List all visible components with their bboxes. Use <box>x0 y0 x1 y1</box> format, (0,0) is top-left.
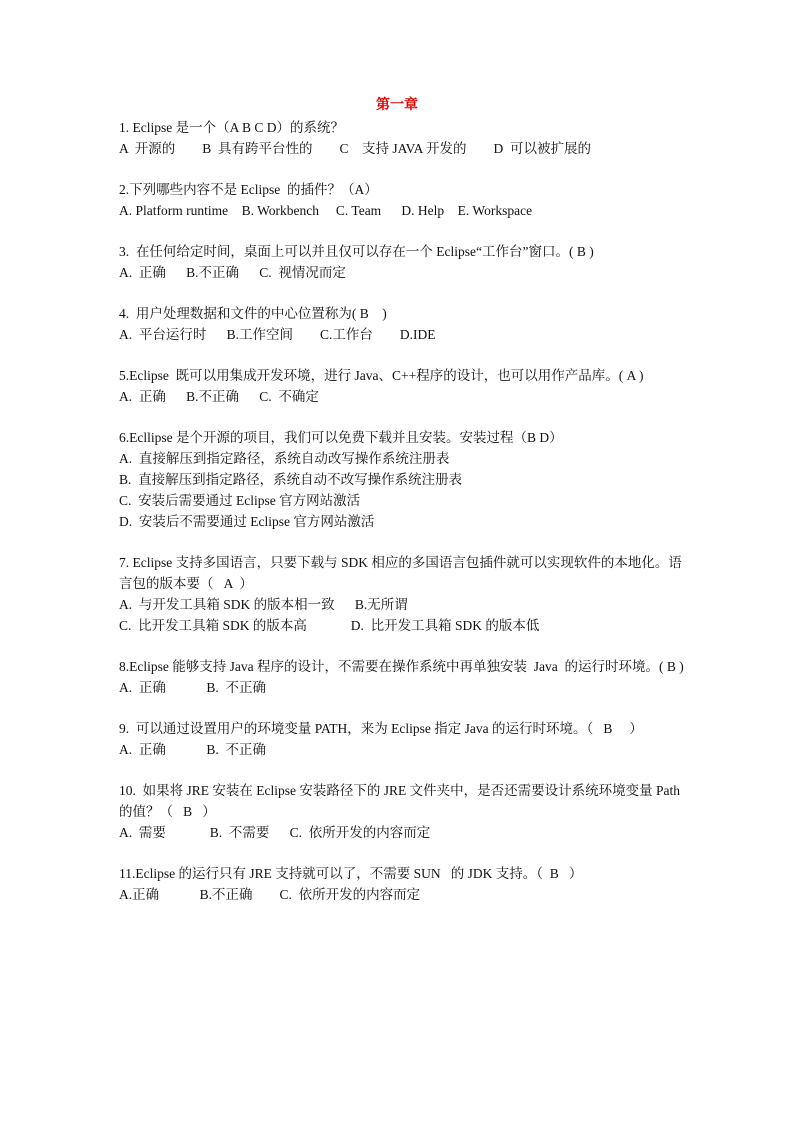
question-stem: 2.下列哪些内容不是 Eclipse 的插件？（A） <box>119 182 378 197</box>
question-stem: 10. 如果将 JRE 安装在 Eclipse 安装路径下的 JRE 文件夹中，是否还需要设计系统环境变量 Path 的值？（ B ） <box>119 783 684 819</box>
question-stem: 6.Ecllipse 是个开源的项目，我们可以免费下载并且安装。安装过程（B D） <box>119 430 563 445</box>
answer-options: A. 正确 B. 不正确 <box>119 680 267 695</box>
question-list <box>119 117 689 925</box>
question-item <box>119 552 689 636</box>
question-stem: 11.Eclipse 的运行只有 JRE 支持就可以了，不需要 SUN 的 JDK 支持。（ B ） <box>119 866 583 881</box>
answer-option: B. 直接解压到指定路径，系统自动不改写操作系统注册表 <box>119 472 463 487</box>
question-stem: 8.Eclipse 能够支持 Java 程序的设计，不需要在操作系统中再单独安装 Java 的运行时环境。( B ) <box>119 659 684 674</box>
question-stem: 3. 在任何给定时间，桌面上可以并且仅可以存在一个 Eclipse“工作台”窗口。( B ) <box>119 244 594 259</box>
question-item <box>119 863 689 905</box>
question-item <box>119 117 689 159</box>
answer-options: A. Platform runtime B. Workbench C. Team D. Help E. Workspace <box>119 203 533 218</box>
question-stem: 7. Eclipse 支持多国语言，只要下载与 SDK 相应的多国语言包插件就可以实现软件的本地化。语言包的版本要（ A ） <box>119 555 682 591</box>
answer-options: A. 正确 B.不正确 C. 视情况而定 <box>119 265 346 280</box>
question-stem: 4. 用户处理数据和文件的中心位置称为( B ) <box>119 306 387 321</box>
answer-option: D. 安装后不需要通过 Eclipse 官方网站激活 <box>119 514 375 529</box>
answer-options: A. 正确 B. 不正确 <box>119 742 267 757</box>
answer-options: A.正确 B.不正确 C. 依所开发的内容而定 <box>119 887 421 902</box>
answer-option: A. 直接解压到指定路径，系统自动改写操作系统注册表 <box>119 451 450 466</box>
answer-options: A 开源的 B 具有跨平台性的 C 支持 JAVA 开发的 D 可以被扩展的 <box>119 141 592 156</box>
answer-options: A. 平台运行时 B.工作空间 C.工作台 D.IDE <box>119 327 436 342</box>
question-item <box>119 656 689 698</box>
answer-options: A. 需要 B. 不需要 C. 依所开发的内容而定 <box>119 825 431 840</box>
question-item <box>119 365 689 407</box>
question-item <box>119 179 689 221</box>
chapter-title: 第一章 <box>376 98 418 113</box>
question-item <box>119 427 689 532</box>
question-item <box>119 303 689 345</box>
answer-options: A. 与开发工具箱 SDK 的版本相一致 B.无所谓 <box>119 597 408 612</box>
question-item <box>119 780 689 843</box>
answer-option: C. 安装后需要通过 Eclipse 官方网站激活 <box>119 493 361 508</box>
question-item <box>119 241 689 283</box>
question-item <box>119 718 689 760</box>
answer-options: A. 正确 B.不正确 C. 不确定 <box>119 389 319 404</box>
answer-options: C. 比开发工具箱 SDK 的版本高 D. 比开发工具箱 SDK 的版本低 <box>119 618 540 633</box>
question-stem: 1. Eclipse 是一个（A B C D）的系统？ <box>119 120 344 135</box>
question-stem: 5.Eclipse 既可以用集成开发环境，进行 Java、C++程序的设计，也可以用作产品库。( A ) <box>119 368 644 383</box>
question-stem: 9. 可以通过设置用户的环境变量 PATH，来为 Eclipse 指定 Java 的运行时环境。（ B ） <box>119 721 643 736</box>
